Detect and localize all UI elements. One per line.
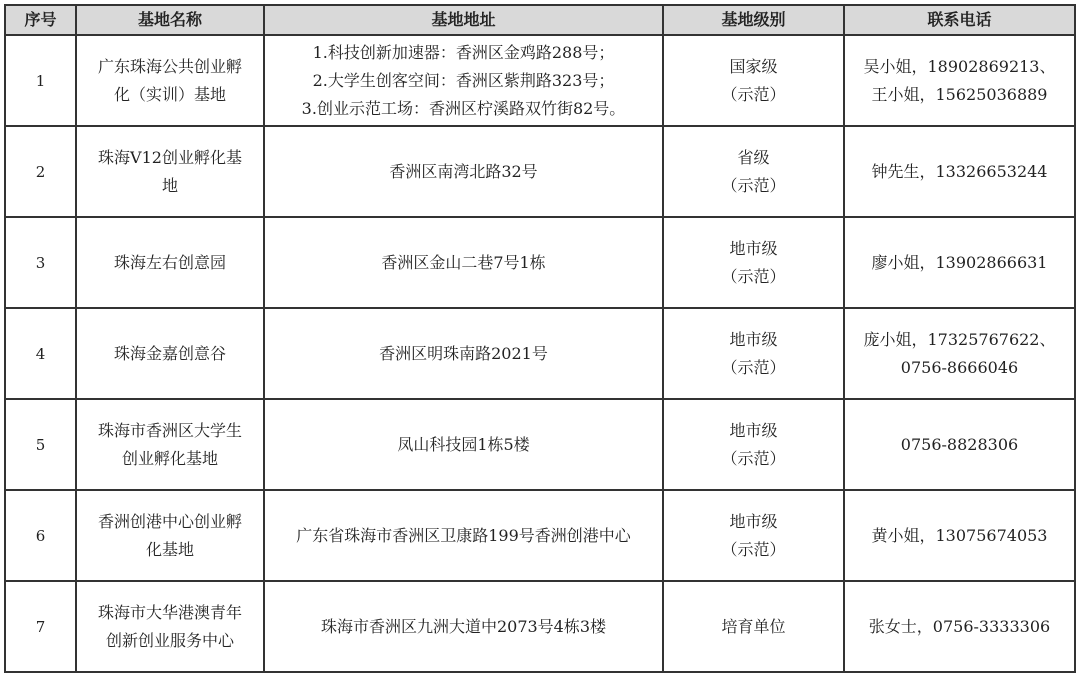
cell-name-line: 珠海V12创业孵化基 <box>98 147 242 167</box>
cell-phone <box>844 217 1075 308</box>
cell-no: 1 <box>5 35 76 126</box>
cell-name <box>76 35 264 126</box>
cell-level-line: 培育单位 <box>721 616 786 636</box>
cell-level <box>663 399 844 490</box>
table-row <box>5 490 1075 581</box>
cell-level-line: 地市级 <box>729 238 778 258</box>
cell-address <box>264 490 663 581</box>
cell-phone-line: 廖小姐，13902866631 <box>871 252 1048 272</box>
cell-address <box>264 35 663 126</box>
cell-no: 5 <box>5 399 76 490</box>
cell-address-line: 3.创业示范工场：香洲区柠溪路双竹街82号。 <box>301 98 626 118</box>
cell-no: 4 <box>5 308 76 399</box>
cell-address <box>264 581 663 672</box>
cell-level <box>663 490 844 581</box>
header-level: 基地级别 <box>663 5 844 35</box>
cell-name-line: 地 <box>161 175 178 195</box>
cell-level-line: 地市级 <box>729 511 778 531</box>
table-header <box>5 5 1075 35</box>
cell-level-line: （示范） <box>721 539 786 559</box>
incubation-base-table <box>4 4 1076 673</box>
cell-name-line: 创业孵化基地 <box>121 448 218 468</box>
cell-phone <box>844 490 1075 581</box>
cell-level-line: 省级 <box>737 147 770 167</box>
cell-phone-line: 王小姐，15625036889 <box>871 84 1048 104</box>
table-row <box>5 399 1075 490</box>
cell-name-line: 化（实训）基地 <box>113 84 226 104</box>
cell-name-line: 创新创业服务中心 <box>105 630 234 650</box>
cell-no: 3 <box>5 217 76 308</box>
cell-phone-line: 庞小姐，17325767622、 <box>863 329 1056 349</box>
cell-no: 2 <box>5 126 76 217</box>
cell-phone-line: 吴小姐，18902869213、 <box>863 56 1056 76</box>
cell-address-line: 广东省珠海市香洲区卫康路199号香洲创港中心 <box>296 525 631 545</box>
cell-name <box>76 399 264 490</box>
header-address: 基地地址 <box>264 5 663 35</box>
cell-name-line: 香洲创港中心创业孵 <box>97 511 242 531</box>
cell-address-line: 2.大学生创客空间：香洲区紫荆路323号； <box>312 70 615 90</box>
cell-level <box>663 35 844 126</box>
cell-level-line: （示范） <box>721 266 786 286</box>
cell-name-line: 广东珠海公共创业孵 <box>97 56 242 76</box>
cell-phone-line: 钟先生，13326653244 <box>871 161 1048 181</box>
cell-phone <box>844 581 1075 672</box>
cell-level-line: 地市级 <box>729 420 778 440</box>
cell-level-line: 国家级 <box>729 56 778 76</box>
cell-phone-line: 张女士，0756-3333306 <box>868 616 1051 636</box>
cell-phone-line: 黄小姐，13075674053 <box>871 525 1048 545</box>
table-body <box>5 35 1075 672</box>
cell-name-line: 珠海市香洲区大学生 <box>97 420 242 440</box>
table-row <box>5 308 1075 399</box>
cell-name <box>76 126 264 217</box>
cell-address-line: 香洲区明珠南路2021号 <box>379 343 548 363</box>
cell-name <box>76 308 264 399</box>
cell-address-line: 凤山科技园1栋5楼 <box>397 434 530 454</box>
cell-phone <box>844 308 1075 399</box>
cell-level-line: 地市级 <box>729 329 778 349</box>
cell-name <box>76 490 264 581</box>
cell-name-line: 珠海市大华港澳青年 <box>97 602 242 622</box>
cell-phone <box>844 399 1075 490</box>
cell-address <box>264 399 663 490</box>
cell-phone-line: 0756-8666046 <box>900 357 1019 377</box>
cell-name-line: 珠海左右创意园 <box>113 252 226 272</box>
cell-address-line: 香洲区南湾北路32号 <box>389 161 538 181</box>
cell-name-line: 化基地 <box>145 539 194 559</box>
table-row <box>5 217 1075 308</box>
table-row <box>5 126 1075 217</box>
cell-phone <box>844 35 1075 126</box>
cell-level <box>663 126 844 217</box>
cell-no: 7 <box>5 581 76 672</box>
cell-name <box>76 217 264 308</box>
table-row <box>5 35 1075 126</box>
cell-address-line: 珠海市香洲区九洲大道中2073号4栋3楼 <box>320 616 607 636</box>
cell-name <box>76 581 264 672</box>
cell-address-line: 香洲区金山二巷7号1栋 <box>381 252 546 272</box>
cell-level-line: （示范） <box>721 175 786 195</box>
cell-level-line: （示范） <box>721 357 786 377</box>
cell-phone <box>844 126 1075 217</box>
table-row <box>5 581 1075 672</box>
cell-address <box>264 308 663 399</box>
document-page <box>4 4 1076 673</box>
cell-level <box>663 308 844 399</box>
cell-level <box>663 581 844 672</box>
cell-address-line: 1.科技创新加速器：香洲区金鸡路288号； <box>312 42 615 62</box>
header-name: 基地名称 <box>76 5 264 35</box>
cell-level-line: （示范） <box>721 84 786 104</box>
cell-address <box>264 217 663 308</box>
cell-level <box>663 217 844 308</box>
header-phone: 联系电话 <box>844 5 1075 35</box>
cell-no: 6 <box>5 490 76 581</box>
header-no: 序号 <box>5 5 76 35</box>
cell-phone-line: 0756-8828306 <box>900 434 1019 454</box>
cell-level-line: （示范） <box>721 448 786 468</box>
cell-address <box>264 126 663 217</box>
cell-name-line: 珠海金嘉创意谷 <box>113 343 226 363</box>
